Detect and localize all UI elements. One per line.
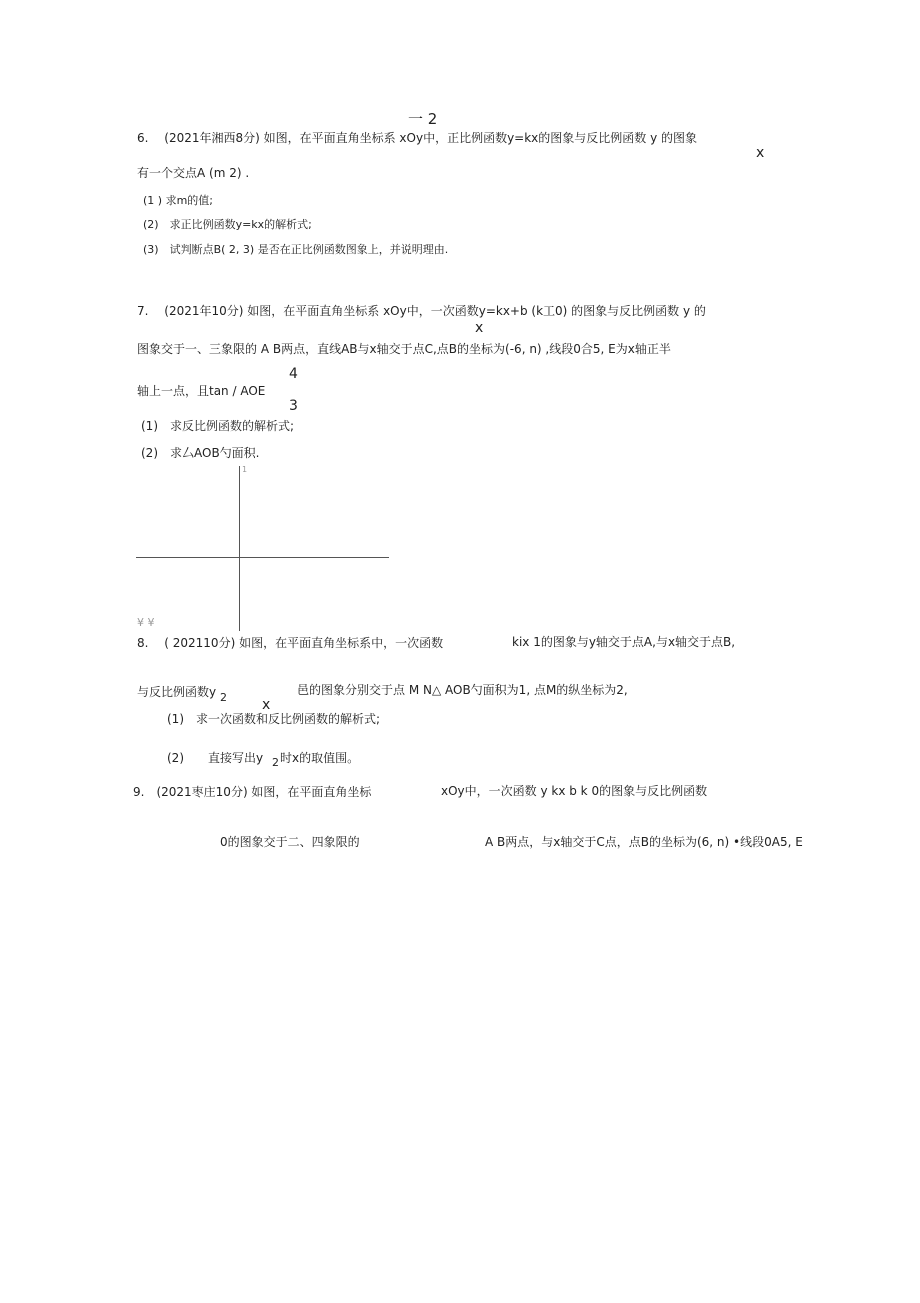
p9-line-2a: 0的图象交于二、四象限的 [220,835,360,849]
p6-fraction-x: x [756,145,765,161]
p6-question-2: (2) 求正比例函数y=kx的解析式; [143,218,312,231]
p9-line-1b: xOy中，一次函数 y kx b k 0的图象与反比例函数 [441,784,708,798]
figure-stray-marks: ¥ ¥ [137,616,155,629]
p8-line-2b: 邑的图象分别交于点 M N△ AOB勺面积为1, 点M的纵坐标为2, [297,683,628,697]
p8-question-2-subscript: 2 [272,756,279,769]
p9-line-2b: A B两点，与x轴交于C点，点B的坐标为(6, n) •线段0A5, E [485,835,803,849]
p7-line-3: 轴上一点，且tan / AOE [137,384,266,398]
p8-question-2a: (2) 直接写出y [167,751,264,765]
p8-subscript-2: 2 [220,691,227,704]
p7-line-1: 7. (2021年10分) 如图，在平面直角坐标系 xOy中，一次函数y=kx+b (k工0) 的图象与反比例函数 y 的 [137,304,706,318]
p6-line-2: 有一个交点A (m 2) . [137,166,250,180]
p7-question-2: (2) 求厶AOB勺面积. [141,446,260,460]
p8-fraction-x: x [262,697,271,713]
p8-question-2b: 时x的取值围。 [280,751,360,765]
figure-y-axis [239,466,240,631]
p7-fraction-x: x [475,320,484,336]
p8-question-1: (1) 求一次函数和反比例函数的解析式; [167,712,381,726]
p7-fraction-numerator: 4 [289,366,298,382]
p9-line-1a: 9. (2021枣庄10分) 如图，在平面直角坐标 [133,785,372,799]
p6-question-1: (1 ) 求m的值; [143,194,213,207]
p8-line-1b: kix 1的图象与y轴交于点A,与x轴交于点B, [512,635,736,649]
figure-x-axis [136,557,389,558]
p8-line-1a: 8. ( 202110分) 如图，在平面直角坐标系中，一次函数 [137,636,444,650]
p8-line-2a: 与反比例函数y [137,685,217,699]
p6-line-1: 6. (2021年湘西8分) 如图，在平面直角坐标系 xOy中，正比例函数y=kx的图象与反比例函数 y 的图象 [137,131,698,145]
p7-line-2: 图象交于一、三象限的 A B两点，直线AB与x轴交于点C,点B的坐标为(-6, n) ,线段0合5, E为x轴正半 [137,342,671,356]
p6-fraction-numerator: 一 2 [408,110,438,128]
p7-fraction-denominator: 3 [289,398,298,414]
figure-axis-mark: 1 [242,465,248,474]
p6-question-3: (3) 试判断点B( 2, 3) 是否在正比例函数图象上，并说明理由. [143,243,449,256]
p7-question-1: (1) 求反比例函数的解析式; [141,419,295,433]
